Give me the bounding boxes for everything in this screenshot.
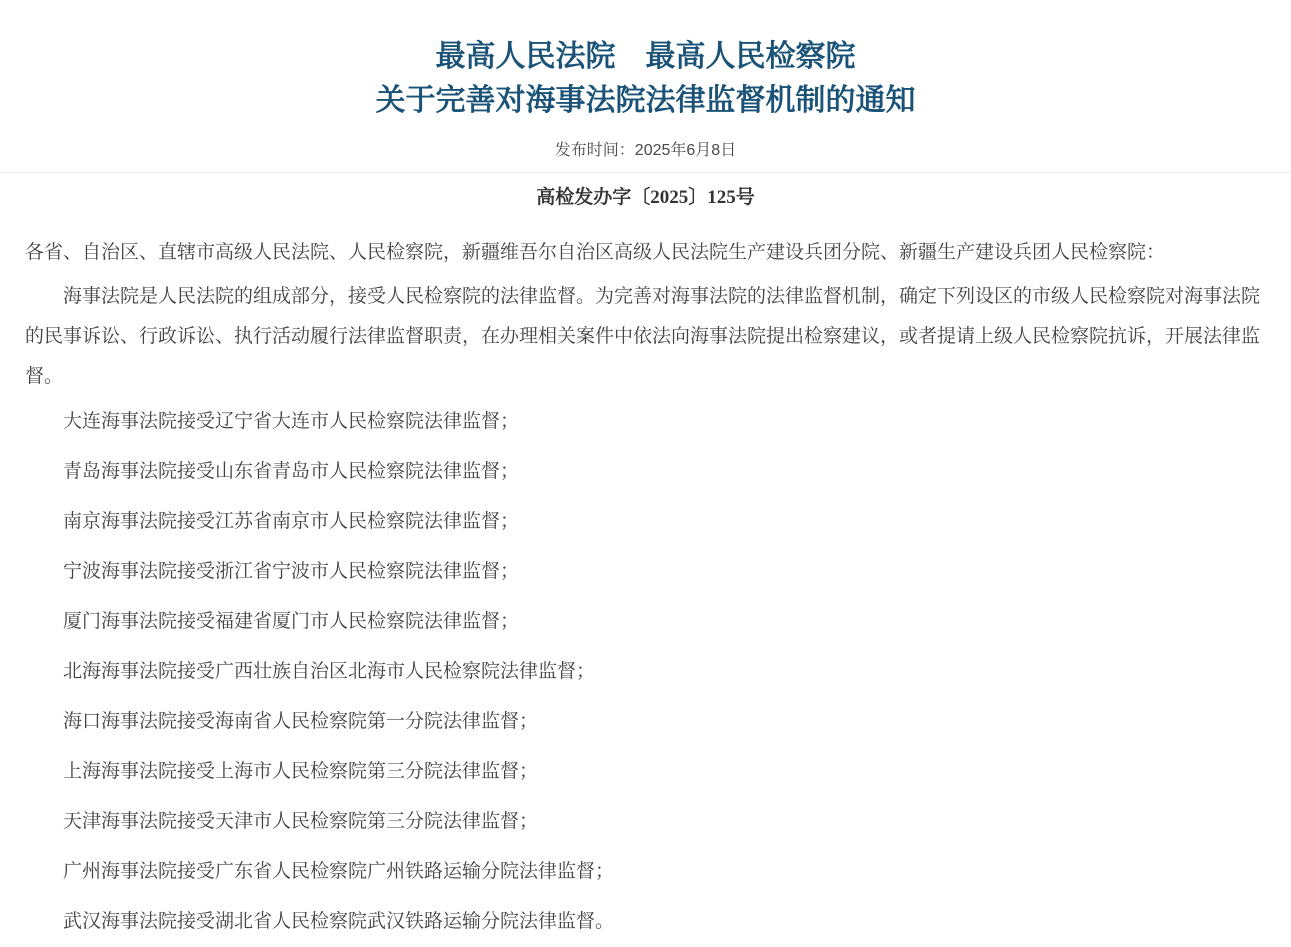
court-supervision-item: 大连海事法院接受辽宁省大连市人民检察院法律监督； xyxy=(63,411,520,432)
document-header xyxy=(0,0,1291,159)
document-body xyxy=(0,233,1291,947)
court-supervision-item: 青岛海事法院接受山东省青岛市人民检察院法律监督； xyxy=(63,461,520,482)
court-supervision-item: 宁波海事法院接受浙江省宁波市人民检察院法律监督； xyxy=(63,561,520,582)
court-supervision-item: 武汉海事法院接受湖北省人民检察院武汉铁路运输分院法律监督。 xyxy=(63,911,615,932)
court-supervision-item: 上海海事法院接受上海市人民检察院第三分院法律监督； xyxy=(63,761,539,782)
intro-paragraph: 海事法院是人民法院的组成部分，接受人民检察院的法律监督。为完善对海事法院的法律监督机制，确定下列设区的市级人民检察院对海事法院的民事诉讼、行政诉讼、执行活动履行法律监督职责，在办理相关案件中依法向海事法院提出检察建议，或者提请上级人民检察院抗诉，开展法律监督。 xyxy=(25,286,1261,387)
court-supervision-item: 北海海事法院接受广西壮族自治区北海市人民检察院法律监督； xyxy=(63,661,596,682)
court-supervision-item: 海口海事法院接受海南省人民检察院第一分院法律监督； xyxy=(63,711,539,732)
publish-date: 发布时间：2025年6月8日 xyxy=(554,142,737,159)
court-supervision-list xyxy=(25,397,1266,947)
court-supervision-item: 天津海事法院接受天津市人民检察院第三分院法律监督； xyxy=(63,811,539,832)
document-number: 高检发办字〔2025〕125号 xyxy=(536,187,755,208)
document-title-line2: 关于完善对海事法院法律监督机制的通知 xyxy=(375,84,916,117)
document-title-line1: 最高人民法院 最高人民检察院 xyxy=(435,40,856,73)
header-divider xyxy=(0,172,1291,173)
court-supervision-item: 广州海事法院接受广东省人民检察院广州铁路运输分院法律监督； xyxy=(63,861,615,882)
court-supervision-item: 厦门海事法院接受福建省厦门市人民检察院法律监督； xyxy=(63,611,520,632)
salutation-paragraph: 各省、自治区、直辖市高级人民法院、人民检察院，新疆维吾尔自治区高级人民法院生产建设兵团分院、新疆生产建设兵团人民检察院： xyxy=(25,242,1166,263)
court-supervision-item: 南京海事法院接受江苏省南京市人民检察院法律监督； xyxy=(63,511,520,532)
